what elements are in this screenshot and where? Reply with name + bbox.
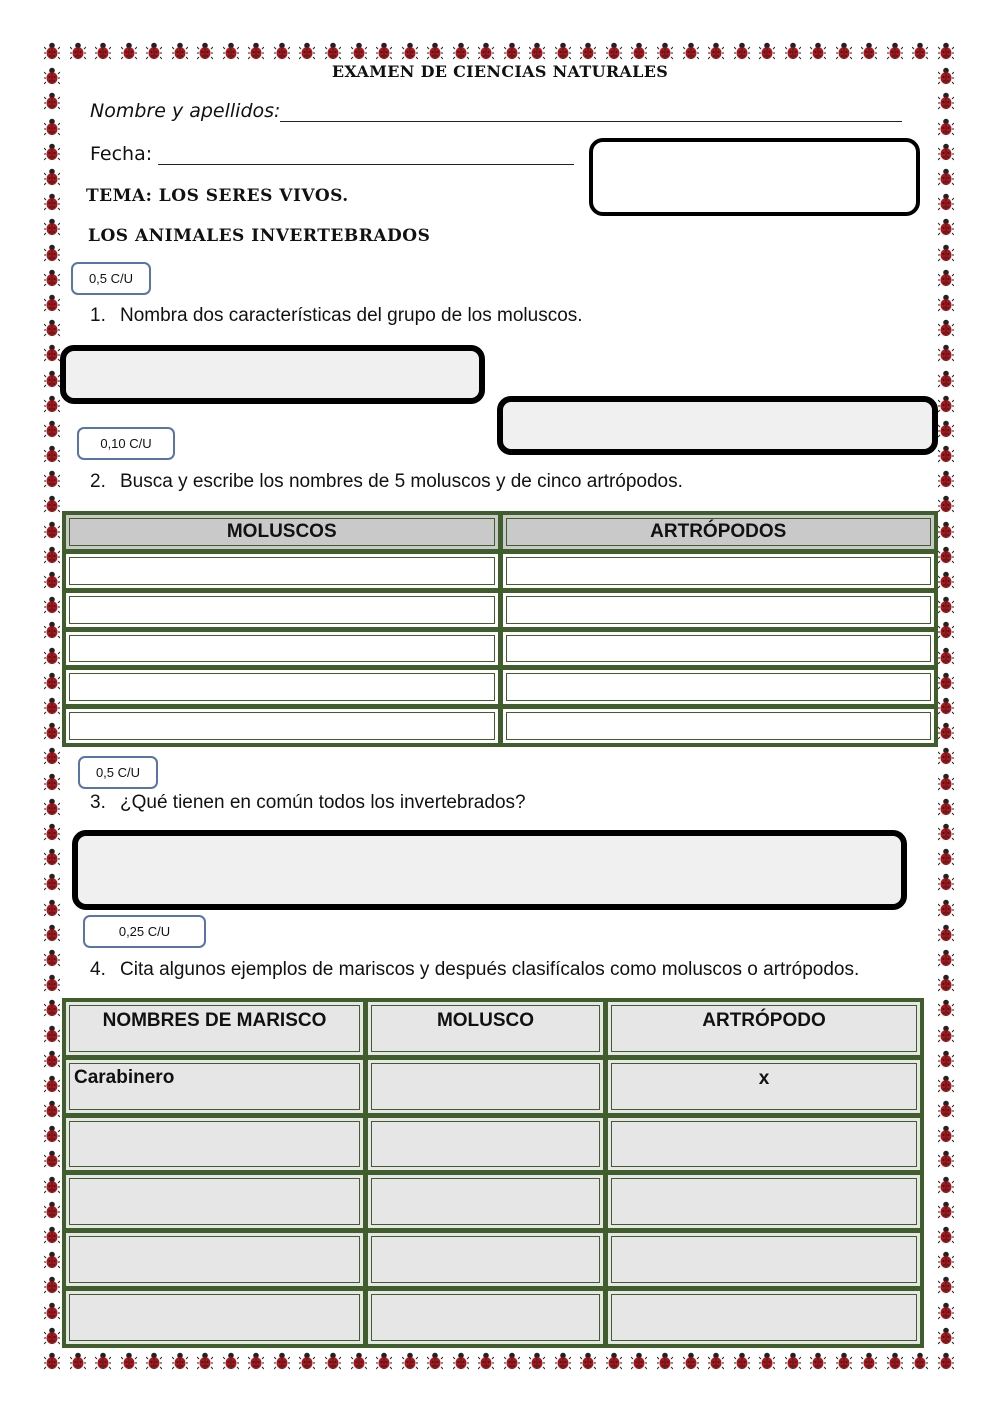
ladybug-icon bbox=[44, 269, 60, 287]
table-cell[interactable] bbox=[368, 1118, 603, 1171]
ladybug-icon bbox=[44, 344, 60, 362]
ladybug-icon bbox=[44, 470, 60, 488]
ladybug-icon bbox=[44, 1075, 60, 1093]
ladybug-icon bbox=[938, 218, 954, 236]
ladybug-icon bbox=[938, 395, 954, 413]
question-text: Cita algunos ejemplos de mariscos y después clasifícalos como moluscos o artrópodos. bbox=[120, 959, 860, 980]
table-cell[interactable] bbox=[66, 1233, 363, 1286]
ladybug-icon bbox=[938, 949, 954, 967]
ladybug-icon bbox=[44, 949, 60, 967]
ladybug-icon bbox=[938, 773, 954, 791]
ladybug-icon bbox=[44, 1125, 60, 1143]
ladybug-icon bbox=[938, 470, 954, 488]
ladybug-icon bbox=[95, 42, 111, 60]
topic-title: TEMA: LOS SERES VIVOS. bbox=[86, 186, 349, 206]
table-cell[interactable] bbox=[503, 632, 935, 666]
ladybug-icon bbox=[44, 1276, 60, 1294]
ladybug-icon bbox=[70, 1352, 86, 1370]
ladybug-icon bbox=[785, 1352, 801, 1370]
ladybug-icon bbox=[453, 1352, 469, 1370]
ladybug-icon bbox=[861, 1352, 877, 1370]
ladybug-icon bbox=[759, 42, 775, 60]
ladybug-icon bbox=[938, 1075, 954, 1093]
ladybug-icon bbox=[427, 42, 443, 60]
points-badge: 0,5 C/U bbox=[78, 756, 158, 789]
question-number: 4. bbox=[90, 959, 106, 980]
table-cell[interactable] bbox=[66, 670, 498, 704]
ladybug-icon bbox=[402, 42, 418, 60]
ladybug-icon bbox=[44, 244, 60, 262]
ladybug-icon bbox=[402, 1352, 418, 1370]
ladybug-icon bbox=[44, 899, 60, 917]
table-cell[interactable] bbox=[608, 1291, 920, 1344]
points-badge: 0,10 C/U bbox=[77, 427, 175, 460]
ladybug-icon bbox=[529, 42, 545, 60]
ladybug-icon bbox=[759, 1352, 775, 1370]
ladybug-icon bbox=[938, 798, 954, 816]
exam-title: EXAMEN DE CIENCIAS NATURALES bbox=[331, 62, 669, 81]
ladybug-icon bbox=[938, 1025, 954, 1043]
ladybug-icon bbox=[44, 420, 60, 438]
ladybug-icon bbox=[299, 1352, 315, 1370]
question-2 bbox=[90, 471, 683, 493]
points-badge: 0,5 C/U bbox=[71, 262, 151, 295]
grade-box[interactable] bbox=[589, 138, 920, 216]
ladybug-icon bbox=[555, 42, 571, 60]
ladybug-icon bbox=[938, 1302, 954, 1320]
ladybug-icon bbox=[44, 596, 60, 614]
ladybug-icon bbox=[44, 1327, 60, 1345]
ladybug-icon bbox=[938, 1176, 954, 1194]
ladybug-icon bbox=[325, 42, 341, 60]
question-number: 2. bbox=[90, 471, 106, 492]
ladybug-icon bbox=[938, 420, 954, 438]
table-cell[interactable] bbox=[503, 593, 935, 627]
ladybug-icon bbox=[44, 1150, 60, 1168]
ladybug-icon bbox=[44, 445, 60, 463]
table-cell[interactable] bbox=[368, 1175, 603, 1228]
ladybug-icon bbox=[274, 42, 290, 60]
ladybug-icon bbox=[44, 319, 60, 337]
ladybug-icon bbox=[938, 596, 954, 614]
table-cell[interactable]: Carabinero bbox=[66, 1060, 363, 1113]
ladybug-icon bbox=[938, 546, 954, 564]
ladybug-icon bbox=[44, 118, 60, 136]
ladybug-icon bbox=[44, 193, 60, 211]
ladybug-icon bbox=[351, 42, 367, 60]
ladybug-icon bbox=[938, 1050, 954, 1068]
table-header: MOLUSCOS bbox=[66, 515, 498, 549]
ladybug-icon bbox=[44, 999, 60, 1017]
ladybug-icon bbox=[810, 1352, 826, 1370]
ladybug-icon bbox=[197, 1352, 213, 1370]
table-cell[interactable] bbox=[66, 1175, 363, 1228]
ladybug-icon bbox=[223, 1352, 239, 1370]
ladybug-icon bbox=[427, 1352, 443, 1370]
question-text: Busca y escribe los nombres de 5 moluscos y de cinco artrópodos. bbox=[120, 471, 683, 492]
ladybug-icon bbox=[44, 1302, 60, 1320]
ladybug-icon bbox=[248, 42, 264, 60]
ladybug-icon bbox=[44, 823, 60, 841]
ladybug-icon bbox=[938, 647, 954, 665]
ladybug-icon bbox=[938, 42, 954, 60]
ladybug-icon bbox=[938, 873, 954, 891]
ladybug-icon bbox=[836, 42, 852, 60]
ladybug-icon bbox=[938, 899, 954, 917]
ladybug-icon bbox=[938, 924, 954, 942]
ladybug-icon bbox=[938, 747, 954, 765]
ladybug-icon bbox=[938, 672, 954, 690]
question-1 bbox=[90, 305, 583, 327]
ladybug-icon bbox=[44, 974, 60, 992]
table-header: ARTRÓPODOS bbox=[503, 515, 935, 549]
ladybug-icon bbox=[478, 1352, 494, 1370]
question-3 bbox=[90, 792, 526, 814]
table-header: MOLUSCO bbox=[368, 1002, 603, 1055]
ladybug-icon bbox=[938, 370, 954, 388]
question-text: Nombra dos características del grupo de los moluscos. bbox=[120, 305, 583, 326]
ladybug-icon bbox=[529, 1352, 545, 1370]
ladybug-icon bbox=[938, 1276, 954, 1294]
ladybug-icon bbox=[631, 1352, 647, 1370]
table-cell[interactable] bbox=[503, 670, 935, 704]
ladybug-icon bbox=[121, 42, 137, 60]
ladybug-icon bbox=[121, 1352, 137, 1370]
ladybug-icon bbox=[631, 42, 647, 60]
ladybug-icon bbox=[938, 1352, 954, 1370]
table-cell[interactable] bbox=[66, 709, 498, 743]
ladybug-icon bbox=[351, 1352, 367, 1370]
ladybug-icon bbox=[938, 1226, 954, 1244]
table-cell[interactable] bbox=[608, 1118, 920, 1171]
ladybug-icon bbox=[274, 1352, 290, 1370]
ladybug-icon bbox=[44, 1100, 60, 1118]
ladybug-icon bbox=[938, 294, 954, 312]
ladybug-icon bbox=[708, 1352, 724, 1370]
ladybug-icon bbox=[223, 42, 239, 60]
points-badge: 0,25 C/U bbox=[83, 915, 206, 948]
ladybug-icon bbox=[44, 571, 60, 589]
ladybug-icon bbox=[44, 773, 60, 791]
ladybug-icon bbox=[146, 1352, 162, 1370]
ladybug-icon bbox=[861, 42, 877, 60]
ladybug-icon bbox=[44, 621, 60, 639]
ladybug-icon bbox=[299, 42, 315, 60]
ladybug-icon bbox=[44, 647, 60, 665]
table-cell[interactable]: x bbox=[608, 1060, 920, 1113]
ladybug-icon bbox=[453, 42, 469, 60]
table-header: ARTRÓPODO bbox=[608, 1002, 920, 1055]
ladybug-icon bbox=[683, 1352, 699, 1370]
ladybug-icon bbox=[555, 1352, 571, 1370]
table-cell[interactable] bbox=[66, 554, 498, 588]
table-cell[interactable] bbox=[66, 1291, 363, 1344]
answer-box-1a[interactable] bbox=[60, 345, 485, 404]
ladybug-icon bbox=[44, 1025, 60, 1043]
ladybug-icon bbox=[938, 999, 954, 1017]
ladybug-icon bbox=[938, 193, 954, 211]
question-number: 3. bbox=[90, 792, 106, 813]
ladybug-icon bbox=[938, 143, 954, 161]
ladybug-icon bbox=[44, 747, 60, 765]
ladybug-icon bbox=[938, 269, 954, 287]
date-field[interactable] bbox=[158, 164, 574, 165]
ladybug-icon bbox=[938, 344, 954, 362]
ladybug-icon bbox=[938, 1201, 954, 1219]
ladybug-icon bbox=[938, 697, 954, 715]
ladybug-icon bbox=[70, 42, 86, 60]
ladybug-icon bbox=[657, 42, 673, 60]
ladybug-icon bbox=[657, 1352, 673, 1370]
ladybug-icon bbox=[606, 42, 622, 60]
ladybug-icon bbox=[376, 1352, 392, 1370]
ladybug-icon bbox=[938, 1100, 954, 1118]
ladybug-icon bbox=[478, 42, 494, 60]
ladybug-icon bbox=[44, 873, 60, 891]
ladybug-icon bbox=[44, 218, 60, 236]
ladybug-icon bbox=[172, 42, 188, 60]
ladybug-icon bbox=[44, 1050, 60, 1068]
ladybug-icon bbox=[938, 974, 954, 992]
ladybug-icon bbox=[44, 370, 60, 388]
ladybug-icon bbox=[44, 1226, 60, 1244]
table-cell[interactable] bbox=[503, 709, 935, 743]
ladybug-icon bbox=[44, 42, 60, 60]
table-moluscos-artropodos bbox=[62, 511, 938, 747]
ladybug-icon bbox=[504, 1352, 520, 1370]
ladybug-icon bbox=[580, 1352, 596, 1370]
question-4 bbox=[90, 959, 859, 981]
ladybug-icon bbox=[504, 42, 520, 60]
question-number: 1. bbox=[90, 305, 106, 326]
ladybug-icon bbox=[44, 546, 60, 564]
ladybug-icon bbox=[44, 1201, 60, 1219]
ladybug-icon bbox=[683, 42, 699, 60]
ladybug-icon bbox=[44, 92, 60, 110]
ladybug-icon bbox=[938, 118, 954, 136]
table-cell[interactable] bbox=[66, 1118, 363, 1171]
ladybug-icon bbox=[836, 1352, 852, 1370]
ladybug-icon bbox=[44, 924, 60, 942]
ladybug-icon bbox=[887, 1352, 903, 1370]
ladybug-icon bbox=[44, 143, 60, 161]
ladybug-icon bbox=[44, 294, 60, 312]
name-label: Nombre y apellidos: bbox=[90, 100, 281, 122]
ladybug-icon bbox=[810, 42, 826, 60]
table-cell[interactable] bbox=[66, 593, 498, 627]
ladybug-icon bbox=[734, 1352, 750, 1370]
ladybug-icon bbox=[785, 42, 801, 60]
ladybug-icon bbox=[44, 1251, 60, 1269]
ladybug-icon bbox=[146, 42, 162, 60]
ladybug-icon bbox=[44, 521, 60, 539]
ladybug-icon bbox=[197, 42, 213, 60]
question-text: ¿Qué tienen en común todos los invertebrados? bbox=[120, 792, 526, 813]
table-cell[interactable] bbox=[368, 1060, 603, 1113]
ladybug-icon bbox=[912, 1352, 928, 1370]
ladybug-icon bbox=[580, 42, 596, 60]
ladybug-icon bbox=[938, 848, 954, 866]
ladybug-icon bbox=[938, 92, 954, 110]
table-cell[interactable] bbox=[608, 1233, 920, 1286]
ladybug-icon bbox=[708, 42, 724, 60]
ladybug-icon bbox=[887, 42, 903, 60]
ladybug-icon bbox=[44, 722, 60, 740]
ladybug-icon bbox=[938, 571, 954, 589]
table-cell[interactable] bbox=[368, 1291, 603, 1344]
ladybug-icon bbox=[376, 42, 392, 60]
answer-box-3[interactable] bbox=[72, 830, 907, 910]
ladybug-icon bbox=[44, 798, 60, 816]
table-cell[interactable] bbox=[368, 1233, 603, 1286]
ladybug-icon bbox=[325, 1352, 341, 1370]
ladybug-icon bbox=[44, 697, 60, 715]
ladybug-icon bbox=[938, 319, 954, 337]
ladybug-icon bbox=[44, 495, 60, 513]
ladybug-icon bbox=[44, 168, 60, 186]
ladybug-icon bbox=[95, 1352, 111, 1370]
ladybug-icon bbox=[44, 395, 60, 413]
ladybug-icon bbox=[172, 1352, 188, 1370]
ladybug-icon bbox=[938, 1125, 954, 1143]
ladybug-icon bbox=[734, 42, 750, 60]
table-cell[interactable] bbox=[608, 1175, 920, 1228]
date-label: Fecha: bbox=[90, 143, 153, 165]
table-cell[interactable] bbox=[503, 554, 935, 588]
ladybug-icon bbox=[938, 722, 954, 740]
ladybug-icon bbox=[938, 168, 954, 186]
ladybug-icon bbox=[912, 42, 928, 60]
ladybug-icon bbox=[248, 1352, 264, 1370]
answer-box-1b[interactable] bbox=[497, 396, 938, 455]
ladybug-icon bbox=[938, 521, 954, 539]
table-header: NOMBRES DE MARISCO bbox=[66, 1002, 363, 1055]
ladybug-icon bbox=[606, 1352, 622, 1370]
ladybug-icon bbox=[938, 621, 954, 639]
ladybug-icon bbox=[938, 1251, 954, 1269]
ladybug-icon bbox=[938, 823, 954, 841]
ladybug-icon bbox=[938, 495, 954, 513]
ladybug-icon bbox=[938, 1150, 954, 1168]
ladybug-icon bbox=[938, 445, 954, 463]
table-mariscos bbox=[62, 998, 924, 1348]
ladybug-icon bbox=[938, 1327, 954, 1345]
topic-subtitle: LOS ANIMALES INVERTEBRADOS bbox=[88, 226, 431, 246]
ladybug-icon bbox=[44, 1352, 60, 1370]
ladybug-icon bbox=[938, 244, 954, 262]
ladybug-icon bbox=[44, 1176, 60, 1194]
table-cell[interactable] bbox=[66, 632, 498, 666]
name-field[interactable] bbox=[280, 121, 902, 122]
ladybug-icon bbox=[44, 848, 60, 866]
ladybug-icon bbox=[44, 672, 60, 690]
